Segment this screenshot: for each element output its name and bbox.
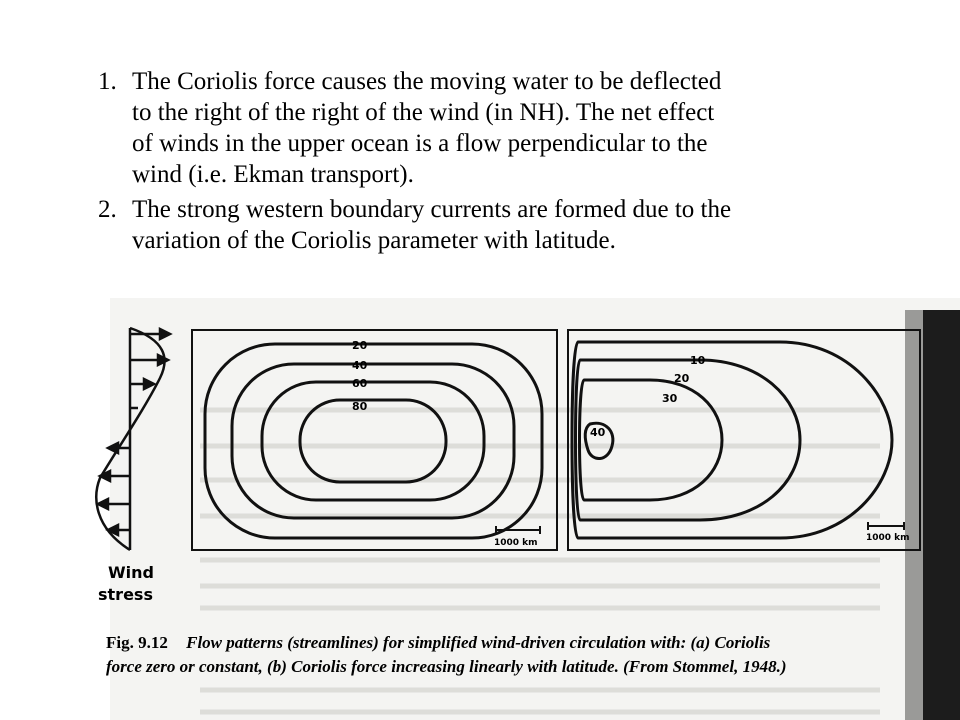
caption-text-1: Flow patterns (streamlines) for simplified wind-driven circulation with: (a) Coriolis — [186, 633, 771, 652]
page-edge — [922, 310, 960, 720]
text-line: of winds in the upper ocean is a flow perpendicular to the — [132, 130, 708, 157]
fig-label: Fig. 9.12 — [106, 633, 168, 652]
text-line: to the right of the right of the wind (in NH). The net effect — [132, 99, 715, 126]
figure-caption-line2: force zero or constant, (b) Coriolis force increasing linearly with latitude. (From Stommel, 1948.) — [106, 657, 787, 676]
label-30: 30 — [662, 392, 678, 405]
label-10: 10 — [690, 354, 706, 367]
text-line: The Coriolis force causes the moving water to be deflected — [132, 68, 722, 95]
text-line: variation of the Coriolis parameter with latitude. — [132, 227, 616, 254]
list-item-2 — [98, 194, 918, 256]
scan-background-white — [0, 298, 110, 720]
label-60: 60 — [352, 377, 368, 390]
list-number: 1. — [98, 68, 117, 95]
figure-scan — [0, 298, 960, 720]
list-item-1 — [98, 66, 918, 190]
label-80: 80 — [352, 400, 368, 413]
wind-label: Wind — [108, 563, 154, 582]
label-40: 40 — [590, 426, 606, 439]
slide-text — [98, 66, 918, 256]
figure-caption-line1 — [106, 633, 771, 652]
list-number: 2. — [98, 196, 117, 223]
stress-label: stress — [98, 585, 153, 604]
text-line: wind (i.e. Ekman transport). — [132, 161, 414, 188]
label-40: 40 — [352, 359, 368, 372]
text-line: The strong western boundary currents are formed due to the — [132, 196, 732, 223]
panel-b-scale-label: 1000 km — [866, 533, 910, 543]
label-20: 20 — [352, 339, 368, 352]
label-20: 20 — [674, 372, 690, 385]
panel-a-scale-label: 1000 km — [494, 538, 538, 548]
